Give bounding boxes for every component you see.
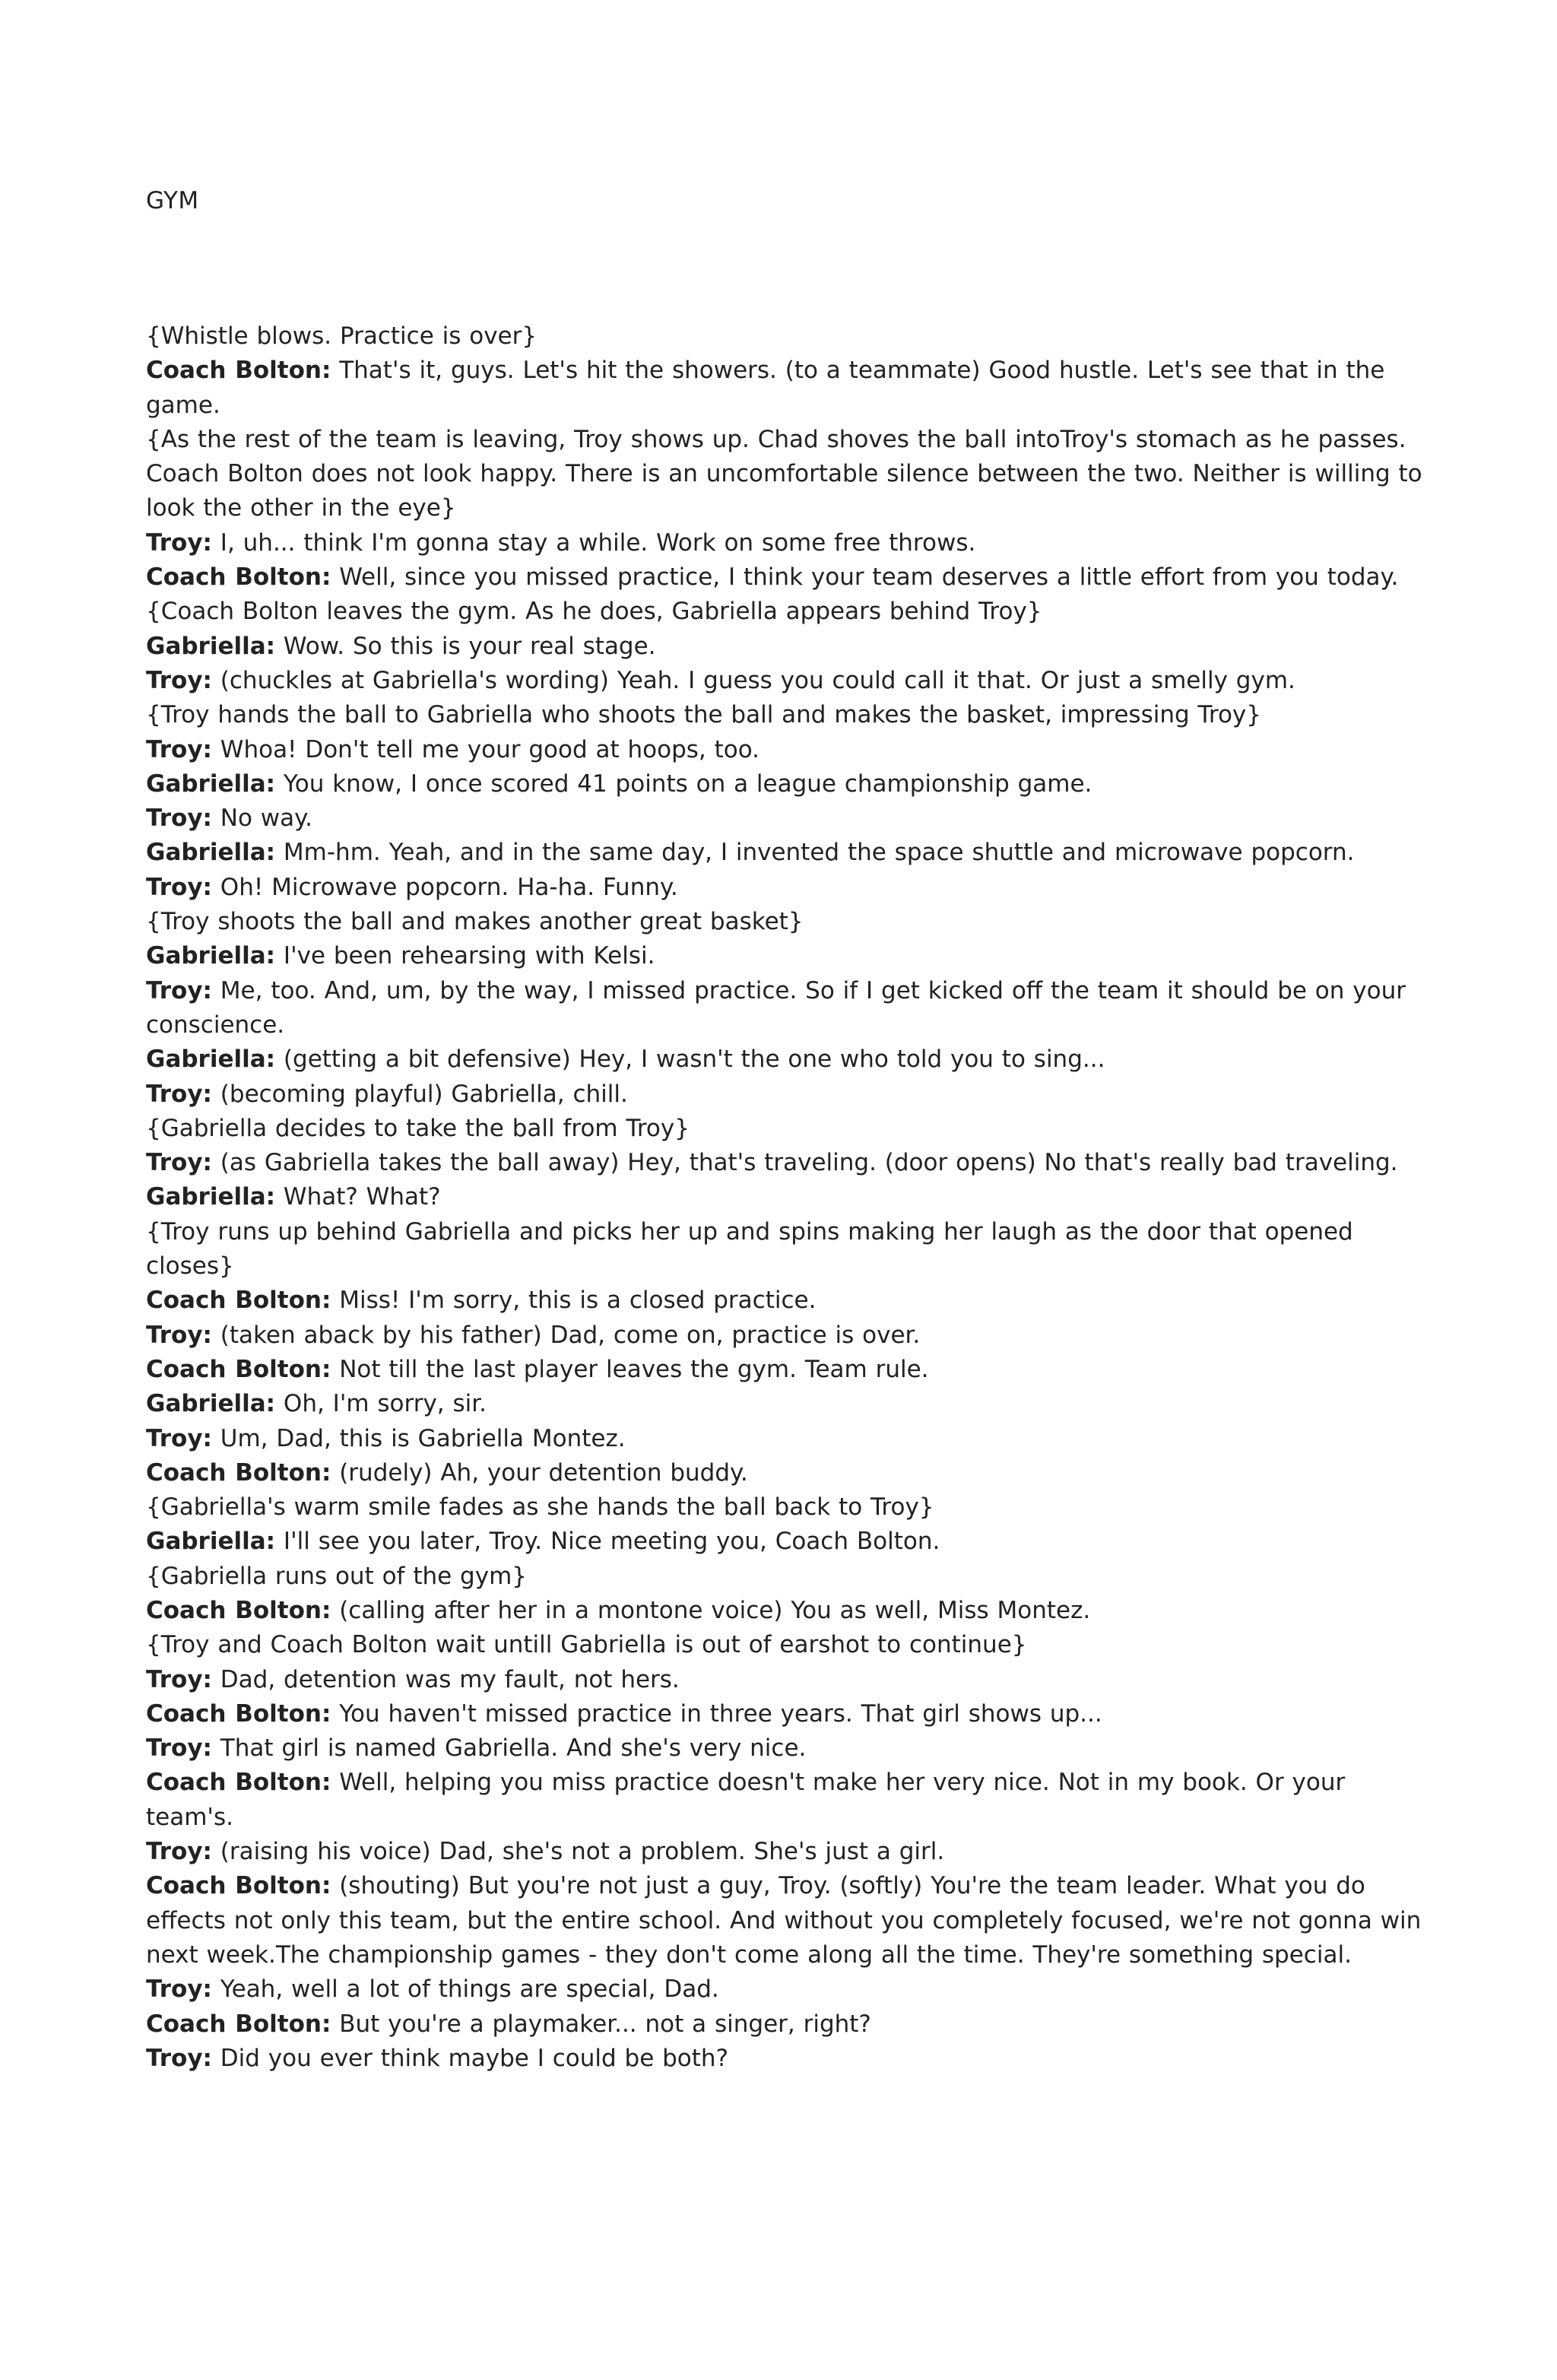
dialogue-line <box>146 1422 1423 1456</box>
speaker-name: Coach Bolton: <box>146 1287 331 1315</box>
line-text: I'll see you later, Troy. Nice meeting you, Coach Bolton. <box>283 1528 940 1556</box>
dialogue-line <box>146 1146 1423 1180</box>
speaker-name: Coach Bolton: <box>146 1458 331 1487</box>
speaker-name: Troy: <box>146 528 212 557</box>
line-text: Oh! Microwave popcorn. Ha-ha. Funny. <box>220 873 678 901</box>
speaker-name: Troy: <box>146 1424 212 1452</box>
speaker-name: Troy: <box>146 873 212 901</box>
speaker-name: Troy: <box>146 1838 212 1866</box>
dialogue-line <box>146 836 1423 870</box>
line-text: Me, too. And, um, by the way, I missed practice. So if I get kicked off the team it should be on your conscience. <box>146 976 1406 1039</box>
line-text: I, uh... think I'm gonna stay a while. Work on some free throws. <box>220 528 976 557</box>
dialogue-line <box>146 1663 1423 1697</box>
dialogue-line <box>146 2042 1423 2076</box>
line-text: Well, since you missed practice, I think your team deserves a little effort from you today. <box>339 563 1399 592</box>
dialogue-line <box>146 1319 1423 1353</box>
line-text: Not till the last player leaves the gym. Team rule. <box>339 1355 929 1383</box>
line-text: Um, Dad, this is Gabriella Montez. <box>220 1424 626 1452</box>
line-text: {As the rest of the team is leaving, Troy shows up. Chad shoves the ball intoTroy's stomach as he passes. Coach Bolton does not look happy. There is an uncomfortable silence between the two. Neither is willing to look the other in the eye} <box>146 425 1422 522</box>
stage-direction <box>146 1112 1423 1146</box>
dialogue-line <box>146 1731 1423 1766</box>
line-text: (chuckles at Gabriella's wording) Yeah. I guess you could call it that. Or just a smelly gym. <box>220 666 1295 694</box>
line-text: Mm-hm. Yeah, and in the same day, I invented the space shuttle and microwave popcorn. <box>283 839 1355 867</box>
dialogue-line <box>146 1180 1423 1214</box>
speaker-name: Coach Bolton: <box>146 563 331 592</box>
line-text: {Gabriella decides to take the ball from Troy} <box>146 1114 690 1142</box>
dialogue-line <box>146 1766 1423 1835</box>
dialogue-line <box>146 1594 1423 1628</box>
speaker-name: Troy: <box>146 976 212 1004</box>
speaker-name: Troy: <box>146 1734 212 1763</box>
dialogue-line <box>146 1835 1423 1869</box>
line-text: (raising his voice) Dad, she's not a problem. She's just a girl. <box>220 1838 945 1866</box>
line-text: (calling after her in a montone voice) You as well, Miss Montez. <box>339 1596 1091 1624</box>
dialogue-line <box>146 354 1423 423</box>
line-text: I've been rehearsing with Kelsi. <box>283 942 655 970</box>
speaker-name: Troy: <box>146 2044 212 2072</box>
speaker-name: Gabriella: <box>146 1046 276 1074</box>
stage-direction <box>146 1560 1423 1594</box>
dialogue-line <box>146 1284 1423 1318</box>
line-text: (as Gabriella takes the ball away) Hey, that's traveling. (door opens) No that's really bad traveling. <box>220 1149 1398 1177</box>
line-text: That's it, guys. Let's hit the showers. (to a teammate) Good hustle. Let's see that in the game. <box>146 357 1385 419</box>
stage-direction <box>146 595 1423 629</box>
line-text: (taken aback by his father) Dad, come on, practice is over. <box>220 1321 921 1349</box>
dialogue-line <box>146 664 1423 698</box>
speaker-name: Troy: <box>146 1665 212 1693</box>
line-text: Miss! I'm sorry, this is a closed practice. <box>339 1287 817 1315</box>
stage-direction <box>146 319 1423 354</box>
dialogue-line <box>146 1697 1423 1731</box>
stage-direction <box>146 698 1423 732</box>
script-body <box>146 319 1423 2076</box>
line-text: Yeah, well a lot of things are special, Dad. <box>220 1975 719 2004</box>
line-text: Oh, I'm sorry, sir. <box>283 1390 487 1418</box>
speaker-name: Gabriella: <box>146 770 276 798</box>
line-text: {Troy runs up behind Gabriella and picks her up and spins making her laugh as the door that opened closes} <box>146 1217 1353 1280</box>
line-text: What? What? <box>283 1183 441 1211</box>
speaker-name: Gabriella: <box>146 632 276 660</box>
line-text: Whoa! Don't tell me your good at hoops, too. <box>220 735 760 763</box>
stage-direction <box>146 1215 1423 1284</box>
speaker-name: Gabriella: <box>146 839 276 867</box>
dialogue-line <box>146 1353 1423 1387</box>
line-text: (shouting) But you're not just a guy, Troy. (softly) You're the team leader. What you do effects not only this team, but the entire school. And without you completely focused, we're not gonna win next week.The championship games - they don't come along all the time. They're something special. <box>146 1872 1422 1969</box>
dialogue-line <box>146 560 1423 595</box>
line-text: Wow. So this is your real stage. <box>283 632 656 660</box>
dialogue-line <box>146 1042 1423 1077</box>
speaker-name: Gabriella: <box>146 1390 276 1418</box>
line-text: {Whistle blows. Practice is over} <box>146 322 537 350</box>
dialogue-line <box>146 1525 1423 1559</box>
line-text: {Gabriella runs out of the gym} <box>146 1562 527 1590</box>
speaker-name: Troy: <box>146 1149 212 1177</box>
speaker-name: Gabriella: <box>146 1528 276 1556</box>
speaker-name: Coach Bolton: <box>146 1699 331 1728</box>
stage-direction <box>146 1628 1423 1662</box>
line-text: {Gabriella's warm smile fades as she hands the ball back to Troy} <box>146 1493 934 1522</box>
stage-direction <box>146 1490 1423 1525</box>
line-text: But you're a playmaker... not a singer, right? <box>339 2010 871 2038</box>
dialogue-line <box>146 526 1423 560</box>
line-text: That girl is named Gabriella. And she's very nice. <box>220 1734 807 1763</box>
dialogue-line <box>146 1972 1423 2007</box>
speaker-name: Coach Bolton: <box>146 1596 331 1624</box>
dialogue-line <box>146 1456 1423 1490</box>
line-text: Dad, detention was my fault, not hers. <box>220 1665 680 1693</box>
speaker-name: Troy: <box>146 1975 212 2004</box>
line-text: Well, helping you miss practice doesn't make her very nice. Not in my book. Or your team's. <box>146 1769 1346 1831</box>
scene-heading: GYM <box>146 187 199 214</box>
speaker-name: Coach Bolton: <box>146 1769 331 1797</box>
speaker-name: Coach Bolton: <box>146 2010 331 2038</box>
speaker-name: Troy: <box>146 1080 212 1108</box>
speaker-name: Coach Bolton: <box>146 1872 331 1900</box>
stage-direction <box>146 423 1423 526</box>
speaker-name: Coach Bolton: <box>146 1355 331 1383</box>
speaker-name: Coach Bolton: <box>146 357 331 385</box>
dialogue-line <box>146 974 1423 1043</box>
dialogue-line <box>146 2007 1423 2042</box>
line-text: Did you ever think maybe I could be both? <box>220 2044 729 2072</box>
line-text: {Coach Bolton leaves the gym. As he does, Gabriella appears behind Troy} <box>146 598 1042 626</box>
line-text: {Troy shoots the ball and makes another great basket} <box>146 908 804 936</box>
line-text: {Troy and Coach Bolton wait untill Gabriella is out of earshot to continue} <box>146 1631 1027 1659</box>
dialogue-line <box>146 1869 1423 1972</box>
dialogue-line <box>146 767 1423 801</box>
stage-direction <box>146 905 1423 939</box>
speaker-name: Gabriella: <box>146 942 276 970</box>
speaker-name: Troy: <box>146 1321 212 1349</box>
line-text: No way. <box>220 804 312 833</box>
dialogue-line <box>146 733 1423 767</box>
line-text: You haven't missed practice in three years. That girl shows up... <box>339 1699 1102 1728</box>
speaker-name: Troy: <box>146 666 212 694</box>
line-text: (rudely) Ah, your detention buddy. <box>339 1458 748 1487</box>
line-text: You know, I once scored 41 points on a league championship game. <box>283 770 1092 798</box>
dialogue-line <box>146 939 1423 973</box>
dialogue-line <box>146 630 1423 664</box>
dialogue-line <box>146 871 1423 905</box>
dialogue-line <box>146 1387 1423 1421</box>
line-text: (getting a bit defensive) Hey, I wasn't the one who told you to sing... <box>283 1046 1105 1074</box>
speaker-name: Gabriella: <box>146 1183 276 1211</box>
speaker-name: Troy: <box>146 735 212 763</box>
dialogue-line <box>146 801 1423 836</box>
speaker-name: Troy: <box>146 804 212 833</box>
line-text: {Troy hands the ball to Gabriella who shoots the ball and makes the basket, impressing Troy} <box>146 701 1261 729</box>
dialogue-line <box>146 1077 1423 1112</box>
line-text: (becoming playful) Gabriella, chill. <box>220 1080 628 1108</box>
